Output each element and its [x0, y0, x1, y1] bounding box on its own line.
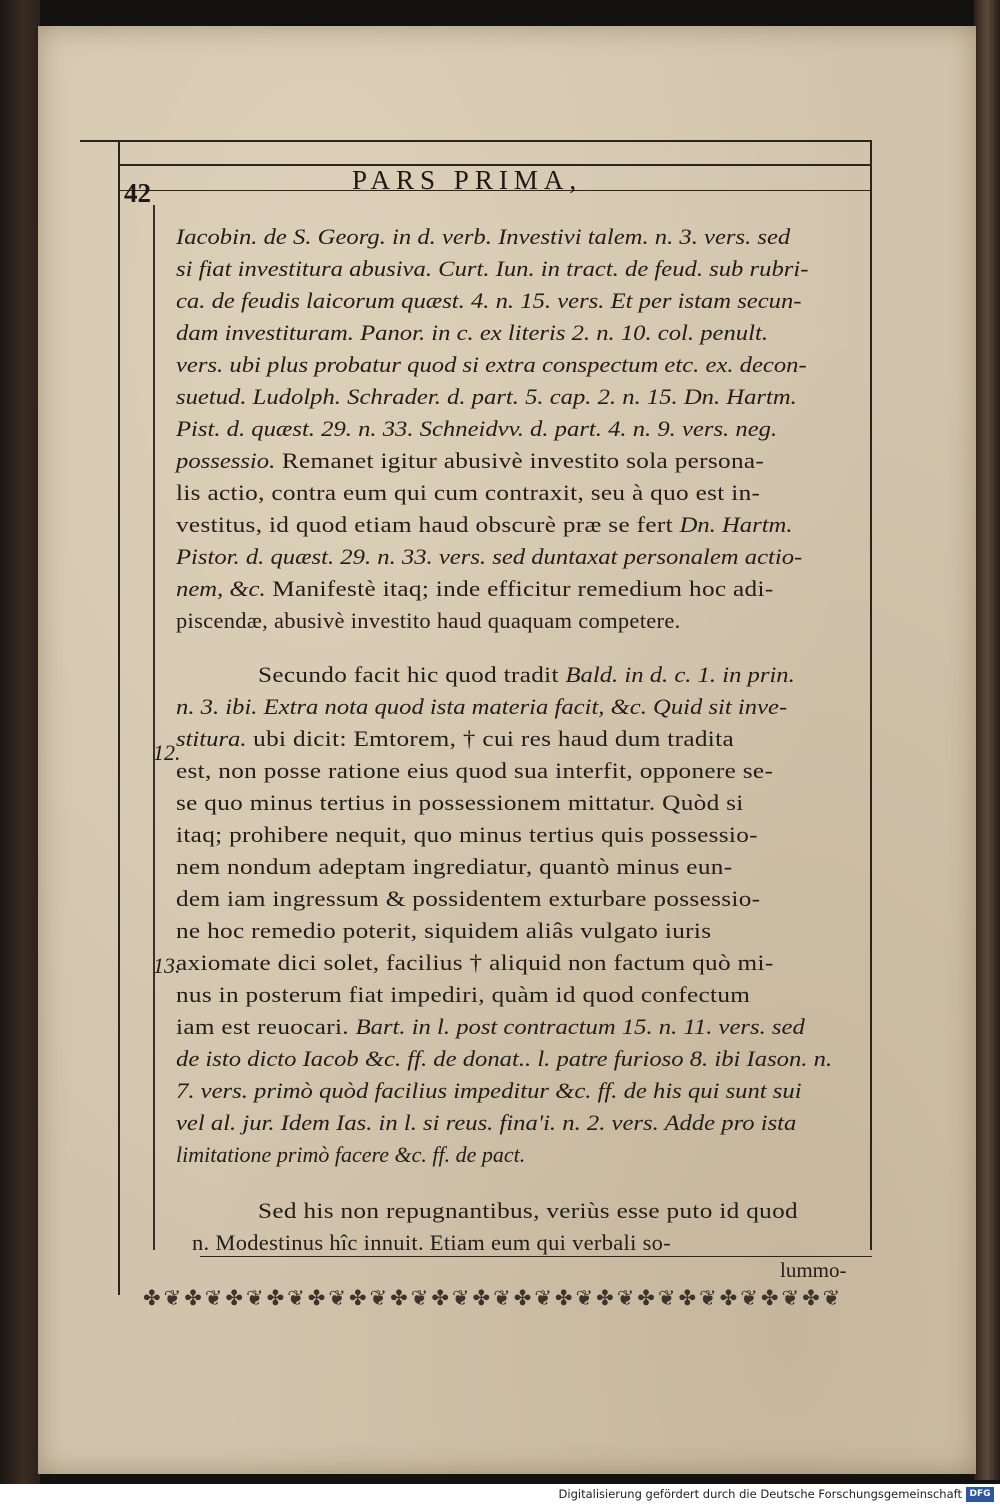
- roman-text: Remanet igitur abusivè investito sola persona-: [275, 448, 765, 473]
- text-line: [258, 1200, 798, 1223]
- roman-text: vestitus, id quod etiam haud obscurè præ se fert: [176, 512, 680, 537]
- italic-citation: Pistor. d. quæst. 29. n. 33. vers. sed duntaxat personalem actio-: [176, 544, 803, 569]
- italic-citation: si fiat investitura abusiva. Curt. Iun. in tract. de feud. sub rubri-: [176, 256, 809, 281]
- italic-citation: Pist. d. quæst. 29. n. 33. Schneidvv. d. part. 4. n. 9. vers. neg.: [176, 416, 778, 441]
- footer-credit[interactable]: Digitalisierung gefördert durch die Deutsche Forschungsgemeinschaft: [558, 1487, 962, 1501]
- roman-text: iam est reuocari.: [176, 1014, 356, 1039]
- text-line: [176, 952, 774, 975]
- roman-text: est, non posse ratione eius quod sua interfit, opponere se-: [176, 758, 774, 783]
- text-line: [176, 546, 802, 568]
- roman-text: Sed his non repugnantibus, veriùs esse puto id quod: [258, 1198, 798, 1223]
- text-line: [176, 1048, 832, 1070]
- roman-text: Manifestè itaq; inde efficitur remedium hoc adi-: [265, 576, 774, 601]
- foot-rule: [200, 1256, 872, 1257]
- text-line: [176, 610, 681, 633]
- text-line: [176, 578, 774, 601]
- text-line: [176, 728, 734, 751]
- text-line: [176, 760, 773, 783]
- text-line: [192, 1232, 671, 1255]
- italic-citation: stitura.: [176, 726, 247, 751]
- italic-citation: dam investituram. Panor. in c. ex literis 2. n. 10. col. penult.: [176, 320, 768, 345]
- text-line: [176, 824, 758, 847]
- dfg-logo-icon[interactable]: DFG: [966, 1487, 994, 1502]
- text-line: [176, 226, 790, 248]
- italic-citation: suetud. Ludolph. Schrader. d. part. 5. cap. 2. n. 15. Dn. Hartm.: [176, 384, 797, 409]
- text-line: [176, 386, 797, 408]
- italic-citation: n. 3. ibi. Extra nota quod ista materia facit, &c. Quid sit inve-: [176, 694, 788, 719]
- italic-citation: Dn. Hartm.: [679, 512, 793, 537]
- roman-text: ne hoc remedio poterit, siquidem aliâs vulgato iuris: [176, 918, 712, 943]
- roman-text: nem nondum adeptam ingrediatur, quantò minus eun-: [176, 854, 733, 879]
- roman-text: n. Modestinus hîc innuit. Etiam eum qui verbali so-: [192, 1230, 671, 1255]
- text-line: [176, 1144, 525, 1166]
- text-line: [176, 984, 750, 1007]
- text-line: [176, 888, 760, 911]
- roman-text: dem iam ingressum & possidentem exturbare possessio-: [176, 886, 761, 911]
- text-line: [176, 1080, 802, 1102]
- book-edge-right: [974, 0, 1000, 1480]
- text-line: [176, 792, 744, 815]
- roman-text: se quo minus tertius in possessionem mittatur. Quòd si: [176, 790, 744, 815]
- italic-citation: limitatione primò facere &c. ff. de pact.: [176, 1142, 526, 1167]
- italic-citation: nem, &c.: [176, 576, 266, 601]
- roman-text: Secundo facit hic quod tradit: [258, 662, 566, 687]
- page-number: 42: [124, 178, 151, 208]
- text-line: [258, 664, 795, 687]
- text-line: [176, 322, 768, 344]
- margin-rule: [153, 205, 155, 1250]
- text-line: [176, 258, 808, 280]
- ornament-border: ✤❦✤❦✤❦✤❦✤❦✤❦✤❦✤❦✤❦✤❦✤❦✤❦✤❦✤❦✤❦✤❦✤❦: [143, 1286, 844, 1310]
- text-line: [176, 1112, 796, 1134]
- footer-bar: [0, 1484, 1000, 1507]
- running-head: PARS PRIMA,: [352, 165, 583, 195]
- text-line: [176, 514, 793, 537]
- text-line: [176, 290, 802, 312]
- italic-citation: Bald. in d. c. 1. in prin.: [565, 662, 795, 687]
- roman-text: itaq; prohibere nequit, quo minus tertius quis possessio-: [176, 822, 758, 847]
- text-line: [176, 450, 764, 473]
- text-line: [176, 1016, 805, 1039]
- text-line: [176, 418, 777, 440]
- italic-citation: vers. ubi plus probatur quod si extra conspectum etc. ex. decon-: [176, 352, 807, 377]
- italic-citation: 7. vers. primò quòd facilius impeditur &c. ff. de his qui sunt sui: [176, 1078, 802, 1103]
- margin-note-number: 13.: [153, 953, 181, 978]
- book-binding-left: [0, 0, 40, 1507]
- roman-text: ubi dicit: Emtorem, † cui res haud dum tradita: [246, 726, 735, 751]
- roman-text: nus in posterum fiat impediri, quàm id quod confectum: [176, 982, 751, 1007]
- roman-text: axiomate dici solet, facilius † aliquid non factum quò mi-: [176, 950, 774, 975]
- roman-text: lis actio, contra eum qui cum contraxit, seu à quo est in-: [176, 480, 761, 505]
- text-line: [176, 696, 787, 718]
- italic-citation: Iacobin. de S. Georg. in d. verb. Investivi talem. n. 3. vers. sed: [176, 224, 791, 249]
- text-line: [176, 354, 807, 376]
- italic-citation: possessio.: [176, 448, 276, 473]
- margin-note-number: 12.: [153, 740, 181, 765]
- text-line: [176, 482, 760, 505]
- italic-citation: vel al. jur. Idem Ias. in l. si reus. fina'i. n. 2. vers. Adde pro ista: [176, 1110, 797, 1135]
- catchword: lummo-: [780, 1258, 847, 1282]
- roman-text: piscendæ, abusivè investito haud quaquam competere.: [176, 608, 681, 633]
- italic-citation: ca. de feudis laicorum quæst. 4. n. 15. vers. Et per istam secun-: [176, 288, 802, 313]
- text-line: [176, 920, 711, 943]
- italic-citation: de isto dicto Iacob &c. ff. de donat.. l. patre furioso 8. ibi Iason. n.: [176, 1046, 833, 1071]
- text-line: [176, 856, 732, 879]
- italic-citation: Bart. in l. post contractum 15. n. 11. vers. sed: [355, 1014, 805, 1039]
